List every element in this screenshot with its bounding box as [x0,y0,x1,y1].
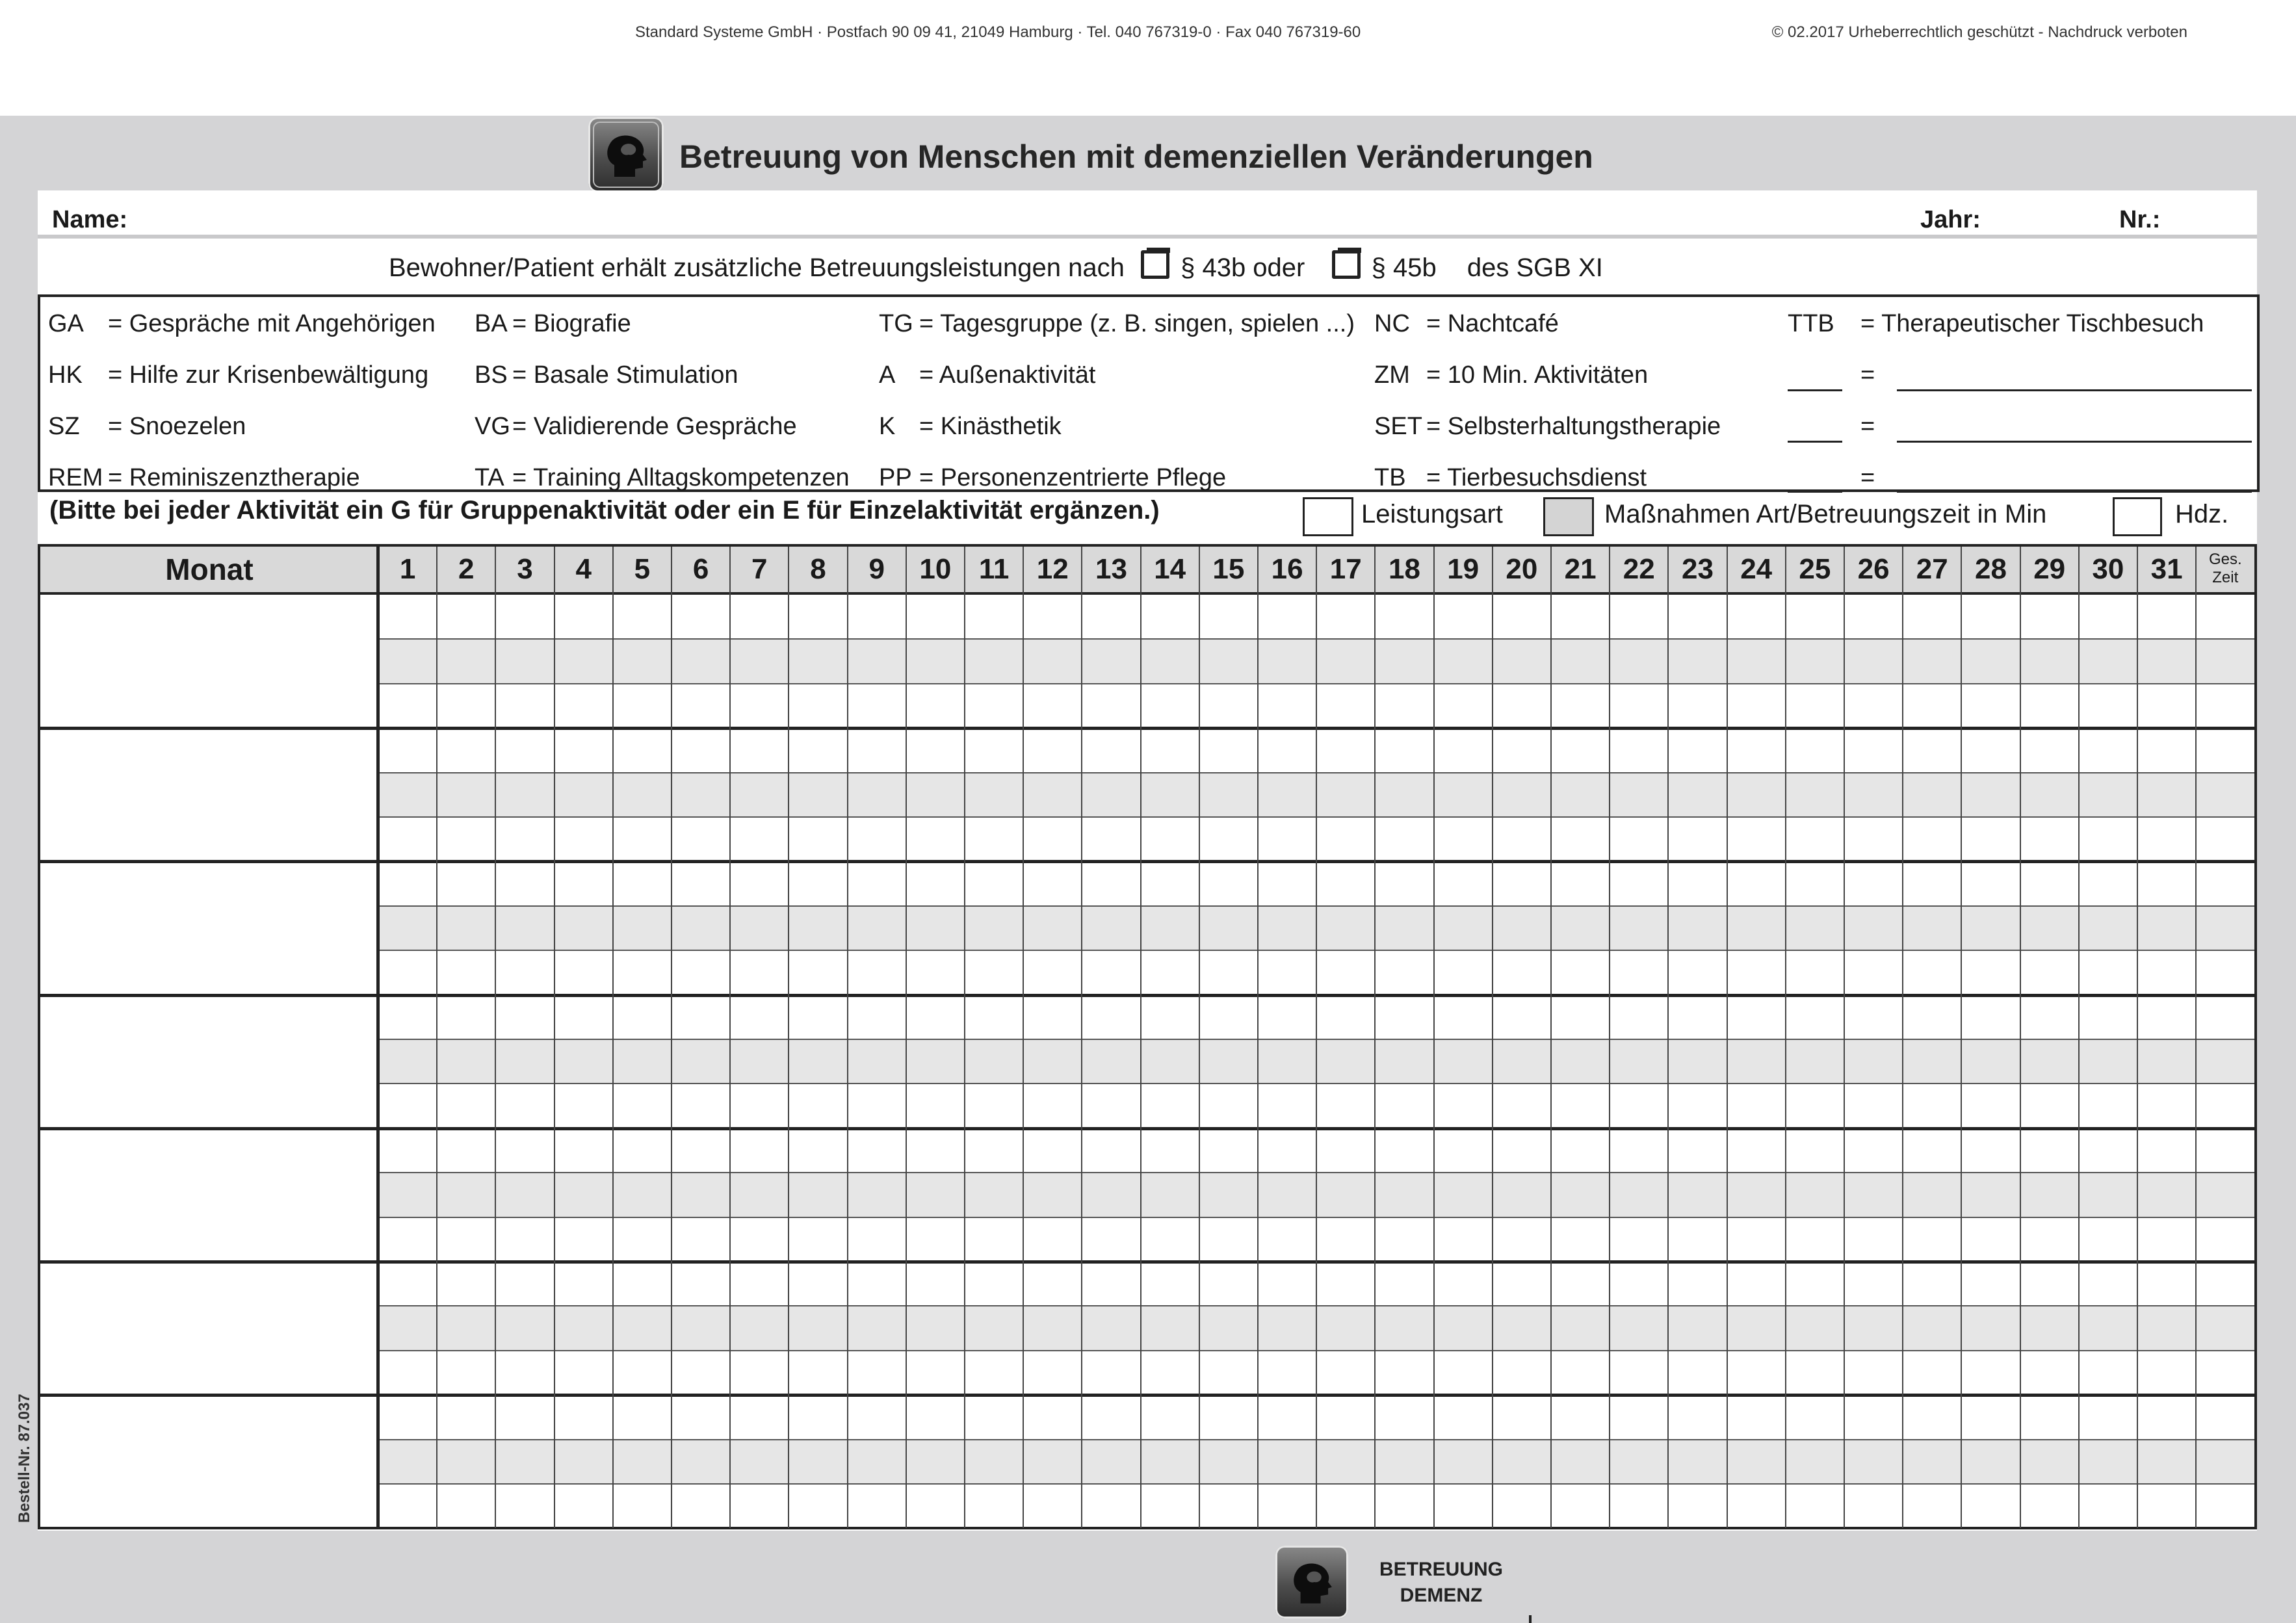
legend-code: BS [475,361,508,389]
custom-text-blank[interactable] [1897,389,2252,391]
checkbox-43b[interactable] [1141,250,1169,279]
activity-name-cell[interactable] [40,595,378,728]
day-header: 12 [1036,553,1069,585]
grid-header [40,547,2254,595]
legend-text: = 10 Min. Aktivitäten [1426,361,1649,389]
column-divider [2020,547,2021,1528]
block-divider [40,860,2254,863]
leistungsart-swatch [1303,497,1353,536]
legend-code: PP [879,464,912,491]
column-divider [554,547,555,1528]
total-time-header [2196,547,2254,596]
legend-code: TG [879,310,913,337]
legend-code: GA [48,310,84,337]
copyright-note: © 02.2017 Urheberrechtlich geschützt - Nachdruck verboten [1771,23,2187,41]
legend-text: = Basale Stimulation [512,361,738,389]
number-label: Nr.: [2119,206,2161,233]
name-row [38,190,2257,237]
activity-name-cell[interactable] [40,728,378,861]
column-divider [1199,547,1200,1528]
day-header: 28 [1975,553,2007,585]
day-header: 1 [399,553,416,585]
day-header: 27 [1916,553,1948,585]
activity-name-cell[interactable] [40,1262,378,1395]
legend-text: = Hilfe zur Krisenbewältigung [108,361,429,389]
legend-text: = Kinästhetik [919,413,1062,440]
column-divider [495,547,496,1528]
legend-code: VG [475,413,510,440]
care-documentation-form [38,190,2257,1531]
column-divider [376,547,380,1528]
massnahmen-label: Maßnahmen Art/Betreuungszeit in Min [1604,500,2047,528]
name-underline [38,235,2257,239]
column-divider [1961,547,1962,1528]
footer-brand [1379,1557,1503,1609]
eligibility-suffix: des SGB XI [1467,253,1603,282]
instruction-row [38,492,2257,540]
option-43b-label: § 43b oder [1181,253,1305,282]
column-divider [436,547,437,1528]
activity-name-cell[interactable] [40,1395,378,1528]
day-header: 21 [1564,553,1597,585]
column-divider [612,547,614,1528]
day-header: 15 [1212,553,1245,585]
day-header: 8 [810,553,826,585]
activity-name-cell[interactable] [40,995,378,1128]
legend-text: = [1860,464,1875,491]
block-divider [40,1127,2254,1130]
legend-text: = Training Alltagskompetenzen [512,464,850,491]
column-divider [1316,547,1317,1528]
legend-text: = Personenzentrierte Pflege [919,464,1227,491]
column-divider [1140,547,1141,1528]
order-number: Bestell-Nr. 87.037 [16,1394,33,1523]
legend-text: = Snoezelen [108,413,246,440]
day-header: 14 [1154,553,1186,585]
column-divider [1550,547,1552,1528]
checkbox-45b[interactable] [1332,250,1361,279]
column-divider [671,547,672,1528]
month-header: Monat [165,552,254,586]
column-divider [1433,547,1435,1528]
legend-code: A [879,361,896,389]
block-divider [40,727,2254,730]
column-divider [2195,547,2197,1528]
legend-text: = Tierbesuchsdienst [1426,464,1647,491]
legend-code: HK [48,361,83,389]
day-header: 20 [1506,553,1538,585]
day-header: 9 [868,553,885,585]
day-header: 31 [2150,553,2183,585]
hdz-label: Hdz. [2175,500,2229,528]
legend-code: ZM [1374,361,1410,389]
column-divider [1727,547,1728,1528]
column-divider [1081,547,1082,1528]
block-divider [40,1394,2254,1397]
activity-name-cell[interactable] [40,861,378,994]
day-header: 16 [1271,553,1303,585]
column-divider [1023,547,1024,1528]
head-profile-logo-icon [588,117,664,192]
column-divider [2137,547,2138,1528]
activity-legend [38,294,2260,492]
day-header: 11 [978,553,1010,585]
massnahmen-swatch [1543,497,1594,536]
eligibility-line [389,250,1603,283]
legend-code: REM [48,464,103,491]
form-title: Betreuung von Menschen mit demenziellen Veränderungen [679,138,1593,175]
legend-text: = [1860,361,1875,389]
day-header: 22 [1623,553,1655,585]
legend-text: = Tagesgruppe (z. B. singen, spielen ...) [919,310,1355,337]
custom-code-blank[interactable] [1788,441,1842,443]
day-header: 17 [1329,553,1362,585]
column-divider [847,547,848,1528]
legend-text: = Außenaktivität [919,361,1096,389]
legend-text: = [1860,413,1875,440]
publisher-info: Standard Systeme GmbH · Postfach 90 09 41, 21049 Hamburg · Tel. 040 767319-0 · Fax 040 767319-60 [635,23,1361,41]
column-divider [1785,547,1786,1528]
day-header: 6 [692,553,709,585]
footer-head-logo-icon [1275,1546,1348,1618]
activity-grid [38,544,2257,1529]
column-divider [788,547,789,1528]
legend-text: = Nachtcafé [1426,310,1559,337]
column-divider [1844,547,1845,1528]
legend-code: TA [475,464,504,491]
legend-text: = Gespräche mit Angehörigen [108,310,436,337]
activity-name-cell[interactable] [40,1128,378,1262]
legend-code: NC [1374,310,1410,337]
legend-text: = Validierende Gespräche [512,413,797,440]
year-label: Jahr: [1920,206,1981,233]
day-header: 29 [2033,553,2066,585]
column-divider [1609,547,1610,1528]
legend-code: K [879,413,896,440]
day-header: 25 [1799,553,1831,585]
column-divider [2078,547,2080,1528]
instruction-text: (Bitte bei jeder Aktivität ein G für Gruppenaktivität oder ein E für Einzelaktivität ergänzen.) [49,496,1160,525]
column-divider [1902,547,1903,1528]
day-header: 2 [458,553,475,585]
legend-text: = Reminiszenztherapie [108,464,360,491]
column-divider [964,547,965,1528]
page-header [0,0,2296,116]
column-divider [1492,547,1493,1528]
day-header: 13 [1095,553,1127,585]
day-header: 30 [2092,553,2124,585]
day-header: 3 [517,553,533,585]
fold-mark [1529,1615,1532,1623]
block-divider [40,1260,2254,1264]
leistungsart-label: Leistungsart [1361,500,1503,528]
total-time-header-line1: Ges. [2208,551,2242,568]
legend-code: SZ [48,413,80,440]
total-time-header-line2: Zeit [2212,569,2239,586]
day-header: 18 [1389,553,1420,585]
day-header: 5 [634,553,651,585]
legend-text: = Biografie [512,310,631,337]
column-divider [1374,547,1376,1528]
hdz-swatch [2113,497,2162,536]
custom-text-blank[interactable] [1897,441,2252,443]
column-divider [1257,547,1259,1528]
legend-code: SET [1374,413,1422,440]
day-header: 19 [1447,553,1480,585]
name-label: Name: [52,206,128,233]
column-divider [906,547,907,1528]
eligibility-prefix: Bewohner/Patient erhält zusätzliche Betreuungsleistungen nach [389,253,1125,282]
day-header: 10 [919,553,952,585]
column-divider [729,547,731,1528]
option-45b-label: § 45b [1371,253,1437,282]
footer-brand-line1: BETREUUNG [1379,1559,1504,1580]
day-header: 4 [575,553,592,585]
legend-code: TTB [1788,310,1834,337]
legend-text: = Therapeutischer Tischbesuch [1860,310,2204,337]
legend-text: = Selbsterhaltungstherapie [1426,413,1721,440]
block-divider [40,994,2254,997]
day-header: 7 [751,553,768,585]
custom-code-blank[interactable] [1788,389,1842,391]
day-header: 26 [1857,553,1890,585]
footer-brand-line2: DEMENZ [1400,1585,1483,1606]
legend-code: TB [1374,464,1406,491]
column-divider [1667,547,1669,1528]
legend-code: BA [475,310,508,337]
day-header: 24 [1740,553,1773,585]
day-header: 23 [1682,553,1714,585]
